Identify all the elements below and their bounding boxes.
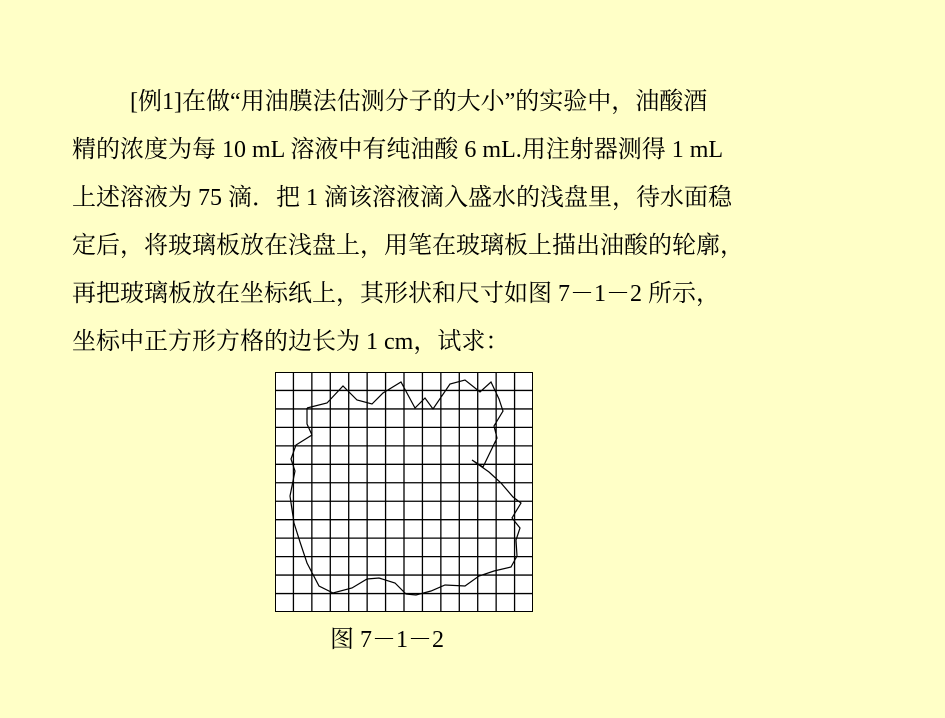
problem-line-6: 坐标中正方形方格的边长为 1 cm，试求：	[72, 329, 510, 355]
oil-film-figure	[275, 372, 533, 612]
problem-line-3: 上述溶液为 75 滴．把 1 滴该溶液滴入盛水的浅盘里，待水面稳	[72, 185, 732, 211]
problem-line-1: [例1]在做“用油膜法估测分子的大小”的实验中，油酸酒	[130, 89, 708, 115]
grid-diagram	[275, 372, 533, 612]
problem-line-5: 再把玻璃板放在坐标纸上，其形状和尺寸如图 7－1－2 所示，	[72, 281, 720, 307]
problem-line-4: 定后，将玻璃板放在浅盘上，用笔在玻璃板上描出油酸的轮廓，	[72, 233, 744, 259]
problem-text	[72, 78, 892, 366]
problem-line-2: 精的浓度为每 10 mL 溶液中有纯油酸 6 mL.用注射器测得 1 mL	[72, 137, 724, 163]
figure-caption: 图 7－1－2	[330, 627, 444, 653]
